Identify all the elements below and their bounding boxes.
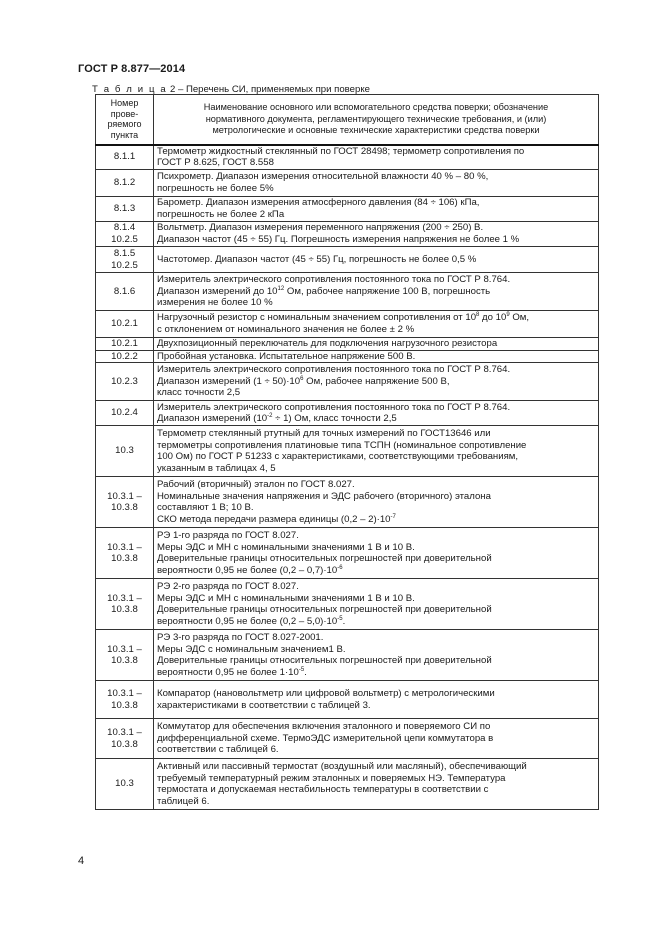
- description-line: Нагрузочный резистор с номинальным значением сопротивления от $10^8$ до $10^9$ Ом,: [157, 312, 530, 324]
- point-number: 8.1.5: [113, 247, 136, 259]
- point-number-cell: [96, 719, 154, 759]
- description-line: измерения не более 10 %: [157, 297, 273, 309]
- description-line: Термометр жидкостный стеклянный по ГОСТ 28498; термометр сопротивления по: [157, 145, 525, 157]
- description-line: Диапазон частот (45 ÷ 55) Гц. Погрешность измерения напряжения не более 1 %: [157, 234, 520, 245]
- table-row: [96, 170, 599, 197]
- description-line: составляют 1 В; 10 В.: [157, 502, 254, 514]
- header-line: метрологические и основные технические характеристики средства поверки: [212, 124, 540, 135]
- point-number-cell: [96, 630, 154, 681]
- point-number: 10.3.8: [111, 553, 138, 565]
- description-line: ГОСТ Р 8.625, ГОСТ 8.558: [157, 157, 274, 169]
- description-line: соответствии с таблицей 6.: [157, 744, 279, 756]
- description-line: Меры ЭДС и МН с номинальными значениями 1 В и 10 В.: [157, 592, 415, 604]
- description-line: термометры сопротивления платиновые типа ТСПН (номинальное сопротивление: [157, 439, 527, 451]
- point-number-cell: [96, 222, 154, 247]
- description-line: дифференциальной схеме. ТермоЭДС измерительной цепи коммутатора в: [157, 732, 494, 744]
- point-number: 8.1.6: [113, 285, 136, 297]
- header-line: прове-: [110, 108, 139, 119]
- point-number: 10.2.2: [111, 350, 138, 362]
- point-number: 10.2.3: [111, 375, 138, 387]
- description-line: Коммутатор для обеспечения включения эталонного и поверяемого СИ по: [157, 721, 491, 733]
- header-line: Наименование основного или вспомогательного средства поверки; обозначение: [203, 102, 549, 113]
- description-cell: [154, 579, 599, 630]
- description-line: Меры ЭДС и МН с номинальными значениями 1 В и 10 В.: [157, 541, 415, 553]
- point-number-cell: [96, 311, 154, 338]
- description-line: погрешность не более 5%: [157, 183, 274, 194]
- description-line: вероятности 0,95 не более $1\cdot 10^{-5}$.: [157, 666, 307, 678]
- point-number: 10.2.5: [111, 234, 138, 245]
- description-line: с отклонением от номинального значения не более ± 2 %: [157, 324, 415, 335]
- table-row: [96, 338, 599, 351]
- point-number-cell: [96, 170, 154, 197]
- table-row: [96, 528, 599, 579]
- description-line: Измеритель электрического сопротивления постоянного тока по ГОСТ Р 8.764.: [157, 401, 511, 413]
- table-row: [96, 719, 599, 759]
- description-cell: [154, 477, 599, 528]
- point-number: 10.3: [115, 445, 134, 457]
- point-number: 10.3.8: [111, 502, 138, 514]
- point-number: 10.3.8: [111, 738, 138, 750]
- description-line: класс точности 2,5: [157, 387, 241, 399]
- header-line: ряемого: [107, 119, 142, 130]
- point-number: 10.3.1 –: [107, 727, 142, 739]
- header-line: нормативного документа, регламентирующего технические требования, и (или): [205, 113, 547, 124]
- description-line: Частотомер. Диапазон частот (45 ÷ 55) Гц, погрешность не более 0,5 %: [157, 253, 477, 265]
- description-line: Доверительные границы относительных погрешностей при доверительной: [157, 604, 492, 616]
- point-number-cell: [96, 273, 154, 311]
- description-cell: [154, 311, 599, 338]
- description-line: Пробойная установка. Испытательное напряжение 500 В.: [157, 350, 416, 362]
- point-number: 10.3.1 –: [107, 592, 142, 604]
- point-number-cell: [96, 579, 154, 630]
- table-row: [96, 222, 599, 247]
- description-line: вероятности 0,95 не более $(0,2 - 5,0)\cdot 10^{-5}$.: [157, 615, 346, 627]
- description-line: характеристиками в соответствии с таблицей 3.: [157, 699, 371, 711]
- header-line: Номер: [110, 98, 139, 109]
- point-number: 10.2.5: [111, 259, 138, 271]
- point-number-cell: [96, 338, 154, 351]
- description-line: требуемый температурный режим эталонных и поверяемых НЭ. Температура: [157, 772, 506, 784]
- point-number: 10.3.8: [111, 604, 138, 616]
- description-cell: [154, 401, 599, 426]
- description-line: Двухпозиционный переключатель для подключения нагрузочного резистора: [157, 338, 498, 349]
- table-row: [96, 247, 599, 273]
- description-cell: [154, 681, 599, 719]
- description-line: Психрометр. Диапазон измерения относительной влажности 40 % – 80 %,: [157, 171, 489, 183]
- description-line: Активный или пассивный термостат (воздушный или масляный), обеспечивающий: [157, 761, 527, 772]
- point-number-cell: [96, 145, 154, 170]
- point-number: 10.2.1: [111, 338, 138, 349]
- point-number: 8.1.3: [113, 203, 136, 215]
- description-line: Измеритель электрического сопротивления постоянного тока по ГОСТ Р 8.764.: [157, 364, 511, 376]
- document-code: ГОСТ Р 8.877—2014: [78, 63, 186, 75]
- description-line: РЭ 3-го разряда по ГОСТ 8.027-2001.: [157, 632, 324, 643]
- point-number-cell: [96, 477, 154, 528]
- table-row: [96, 350, 599, 363]
- table-row: [96, 197, 599, 222]
- description-cell: [154, 338, 599, 351]
- table-row: [96, 311, 599, 338]
- description-cell: [154, 145, 599, 170]
- description-line: Термометр стеклянный ртутный для точных измерений по ГОСТ13646 или: [157, 428, 491, 439]
- point-number-cell: [96, 759, 154, 810]
- col-header-description: [154, 95, 599, 145]
- point-number: 10.3.1 –: [107, 643, 142, 655]
- description-line: СКО метода передачи размера единицы $(0,2 - 2)\cdot 10^{-7}$: [157, 513, 396, 525]
- point-number: 10.3.1 –: [107, 490, 142, 502]
- description-line: Диапазон измерений $(10^{-2} \div 1)$ Ом, класс точности 2,5: [157, 413, 397, 425]
- description-line: Номинальные значения напряжения и ЭДС рабочего (вторичного) эталона: [157, 490, 491, 502]
- table-row: [96, 630, 599, 681]
- point-number: 10.3.8: [111, 655, 138, 667]
- table-row: [96, 273, 599, 311]
- description-line: Барометр. Диапазон измерения атмосферного давления (84 ÷ 106) кПа,: [157, 197, 480, 209]
- description-line: РЭ 2-го разряда по ГОСТ 8.027.: [157, 581, 299, 592]
- description-cell: [154, 759, 599, 810]
- point-number-cell: [96, 681, 154, 719]
- point-number-cell: [96, 528, 154, 579]
- description-line: вероятности 0,95 не более $(0,2 - 0,7)\cdot 10^{-6}$: [157, 564, 343, 576]
- description-line: Измеритель электрического сопротивления постоянного тока по ГОСТ Р 8.764.: [157, 274, 511, 286]
- description-cell: [154, 528, 599, 579]
- description-cell: [154, 350, 599, 363]
- point-number: 10.3.1 –: [107, 541, 142, 553]
- point-number: 10.3.1 –: [107, 688, 142, 700]
- point-number: 8.1.4: [113, 222, 136, 234]
- description-cell: [154, 273, 599, 311]
- table-row: [96, 759, 599, 810]
- table-row: [96, 145, 599, 170]
- table-row: [96, 426, 599, 477]
- point-number-cell: [96, 401, 154, 426]
- description-line: термостата и допускаемая нестабильность температуры в соответствии с: [157, 784, 489, 796]
- col-header-point: [96, 95, 154, 145]
- description-line: 100 Ом) по ГОСТ Р 51233 с характеристиками, соответствующими требованиям,: [157, 451, 519, 463]
- description-cell: [154, 222, 599, 247]
- point-number: 10.3.8: [111, 699, 138, 711]
- description-line: РЭ 1-го разряда по ГОСТ 8.027.: [157, 530, 299, 541]
- table-row: [96, 401, 599, 426]
- point-number-cell: [96, 426, 154, 477]
- point-number-cell: [96, 197, 154, 222]
- page-number: 4: [78, 855, 85, 867]
- description-cell: [154, 170, 599, 197]
- point-number: 10.2.1: [111, 318, 138, 330]
- header-line: пункта: [110, 129, 139, 140]
- description-cell: [154, 197, 599, 222]
- description-line: погрешность не более 2 кПа: [157, 209, 285, 220]
- table-caption-text: 2 – Перечень СИ, применяемых при поверке: [169, 84, 370, 95]
- description-line: Вольтметр. Диапазон измерения переменного напряжения (200 ÷ 250) В.: [157, 222, 484, 234]
- table-header-row: [96, 95, 599, 145]
- description-line: таблицей 6.: [157, 795, 210, 807]
- description-cell: [154, 426, 599, 477]
- point-number-cell: [96, 350, 154, 363]
- description-line: Меры ЭДС с номинальным значением1 В.: [157, 643, 346, 655]
- table-row: [96, 363, 599, 401]
- description-cell: [154, 719, 599, 759]
- point-number: 8.1.1: [113, 151, 136, 163]
- description-line: Диапазон измерений до $10^{12}$ Ом, рабочее напряжение 100 В, погрешность: [157, 285, 491, 297]
- point-number: 10.2.4: [111, 407, 138, 419]
- table-row: [96, 477, 599, 528]
- point-number: 8.1.2: [113, 177, 136, 189]
- description-line: Рабочий (вторичный) эталон по ГОСТ 8.027.: [157, 479, 355, 490]
- point-number-cell: [96, 247, 154, 273]
- table-row: [96, 579, 599, 630]
- description-line: Компаратор (нановольтметр или цифровой вольтметр) с метрологическими: [157, 688, 495, 700]
- description-line: Доверительные границы относительных погрешностей при доверительной: [157, 655, 492, 667]
- si-table: [95, 94, 599, 810]
- description-line: Доверительные границы относительных погрешностей при доверительной: [157, 553, 492, 565]
- description-cell: [154, 363, 599, 401]
- description-line: Диапазон измерений $(1 \div 50)\cdot 10^6$ Ом, рабочее напряжение 500 В,: [157, 375, 450, 387]
- description-cell: [154, 630, 599, 681]
- point-number-cell: [96, 363, 154, 401]
- description-cell: [154, 247, 599, 273]
- table-row: [96, 681, 599, 719]
- point-number: 10.3: [115, 778, 134, 790]
- description-line: указанным в таблицах 4, 5: [157, 462, 276, 474]
- table-caption-label: Т а б л и ц а: [92, 84, 168, 95]
